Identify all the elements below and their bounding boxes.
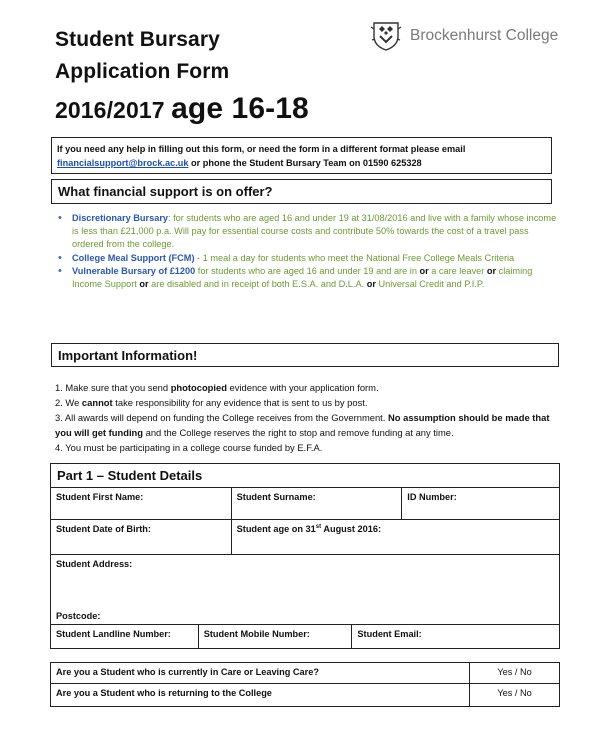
college-name: Brockenhurst College: [410, 27, 559, 44]
email-field[interactable]: Student Email:: [352, 625, 560, 649]
student-details-table: [50, 463, 560, 649]
vb-text2: a care leaver: [428, 265, 487, 276]
address-label: Student Address:: [56, 559, 133, 569]
or-text: or: [366, 279, 376, 290]
meal-support-title: College Meal Support (FCM): [72, 252, 195, 263]
or-text: or: [486, 265, 497, 276]
college-logo: [370, 20, 558, 52]
care-questions-table: [50, 662, 560, 707]
vb-text3: claiming Income Support: [72, 265, 533, 290]
bursary-text: : for students who are aged 16 and under 19 at 31/08/2016 and live with a family whose income is less than £21,000 p.a. Will pay for essential course costs and contribute 50% towards the cost of a travel pass ordered from the college.: [72, 213, 557, 250]
support-heading: What financial support is on offer?: [51, 179, 552, 204]
bursary-title: Discretionary Bursary: [72, 213, 169, 223]
important-info-text: [55, 380, 555, 455]
mobile-field[interactable]: Student Mobile Number:: [198, 625, 352, 649]
help-phone-text: or phone the Student Bursary Team on 01590 625328: [188, 158, 422, 168]
postcode-label: Postcode:: [56, 611, 101, 621]
returning-question: Are you a Student who is returning to the College: [51, 684, 470, 707]
help-line2: [57, 156, 546, 170]
returning-yes-no[interactable]: Yes / No: [470, 684, 560, 707]
info-point-2: 2. We cannot take responsibility for any evidence that is sent to us by post.: [55, 397, 368, 408]
age-range-text: age 16-18: [171, 92, 309, 125]
important-heading: Important Information!: [51, 343, 559, 367]
vulnerable-bursary-title: Vulnerable Bursary of £1200: [72, 265, 196, 276]
dob-field[interactable]: Student Date of Birth:: [51, 520, 232, 555]
info-point-3: 3. All awards will depend on funding the College receives from the Government. No assumption should be made that you will get funding and the College reserves the right to stop and remove funding at any time.: [55, 412, 550, 438]
part1-heading: Part 1 – Student Details: [51, 464, 560, 488]
care-question: Are you a Student who is currently in Care or Leaving Care?: [51, 663, 470, 684]
list-item: [72, 252, 560, 265]
or-text: or: [419, 265, 429, 276]
year-text: 2016/2017: [55, 97, 165, 123]
help-box: [51, 137, 552, 174]
meal-support-text: - 1 meal a day for students who meet the National Free College Meals Criteria: [194, 252, 515, 263]
form-title-line2: Application Form: [55, 60, 230, 83]
college-crest-icon: [370, 20, 402, 52]
first-name-field[interactable]: Student First Name:: [51, 488, 232, 520]
landline-field[interactable]: Student Landline Number:: [51, 625, 199, 649]
id-number-field[interactable]: ID Number:: [402, 488, 560, 520]
form-title-line1: Student Bursary: [55, 28, 220, 51]
vb-text5: Universal Credit and P.I.P.: [375, 279, 485, 290]
vb-text1: for students who are aged 16 and under 19 and are in: [195, 265, 420, 276]
info-point-4: 4. You must be participating in a college course funded by E.F.A.: [55, 442, 323, 453]
support-list: [72, 212, 560, 291]
surname-field[interactable]: Student Surname:: [231, 488, 402, 520]
form-year-age: [55, 92, 309, 126]
info-point-1: 1. Make sure that you send photocopied evidence with your application form.: [55, 382, 379, 393]
care-yes-no[interactable]: Yes / No: [470, 663, 560, 684]
support-email-link[interactable]: financialsupport@brock.ac.uk: [57, 158, 189, 168]
or-text: or: [139, 279, 149, 290]
age-field[interactable]: Student age on 31st August 2016:: [231, 520, 559, 555]
help-line1: If you need any help in filling out this form, or need the form in a different format please email: [57, 144, 466, 154]
vb-text4: are disabled and in receipt of both E.S.A. and D.L.A.: [148, 279, 367, 290]
list-item: [72, 265, 560, 291]
address-field[interactable]: [51, 555, 560, 625]
list-item: [72, 212, 560, 252]
